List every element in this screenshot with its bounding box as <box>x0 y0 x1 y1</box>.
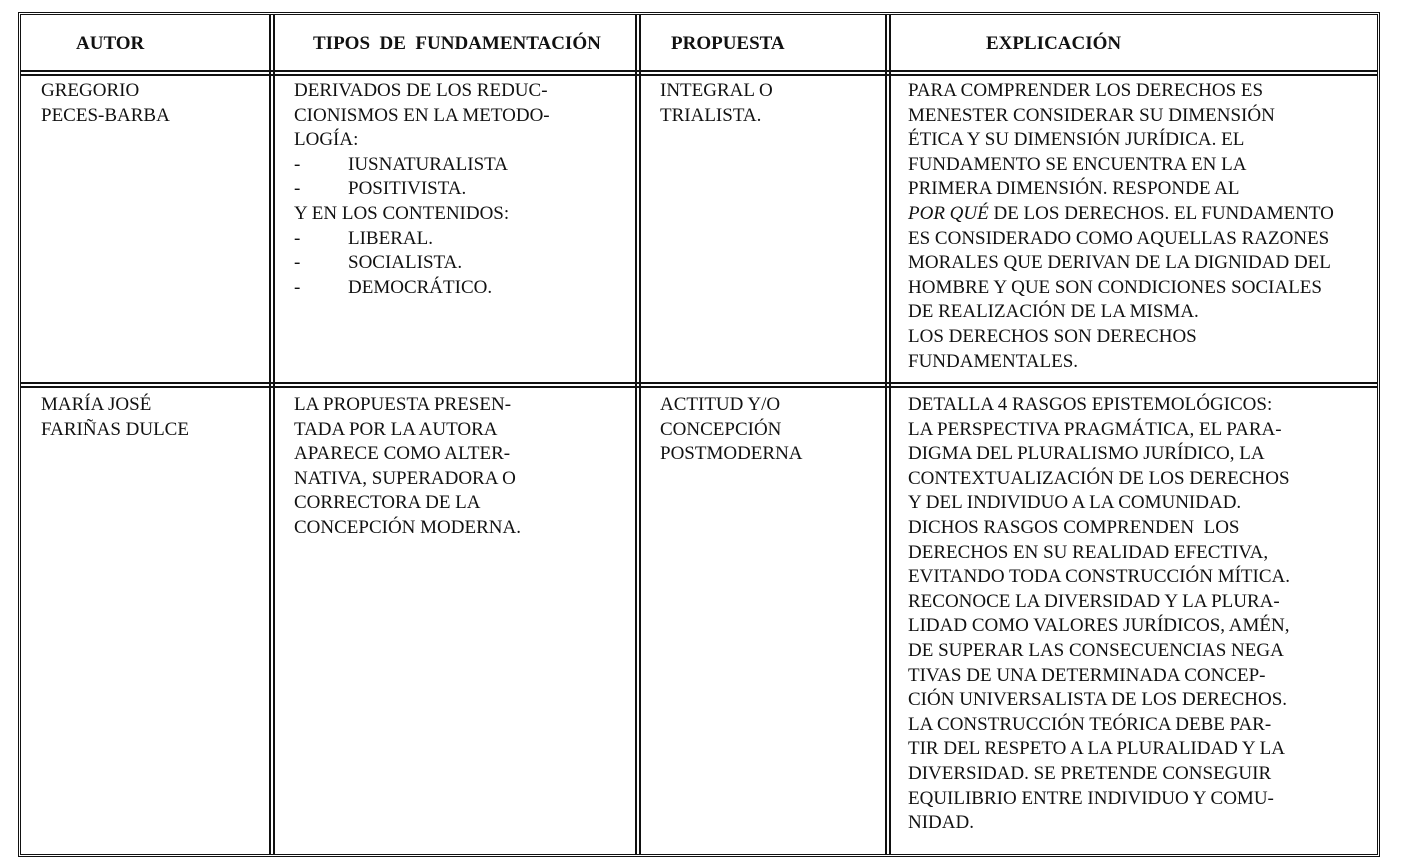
explicacion-text-line: DIVERSIDAD. SE PRETENDE CONSEGUIR <box>908 762 1272 784</box>
header-autor: AUTOR <box>76 33 145 54</box>
explicacion-text-line: DERECHOS EN SU REALIDAD EFECTIVA, <box>908 541 1269 563</box>
explicacion-text-line: DE SUPERAR LAS CONSECUENCIAS NEGA <box>908 639 1284 661</box>
tipos-text-line: LA PROPUESTA PRESEN- <box>294 394 512 415</box>
row2-explicacion-cell <box>908 393 1290 836</box>
explicacion-text-line: CONTEXTUALIZACIÓN DE LOS DERECHOS <box>908 467 1290 489</box>
explicacion-text-line: Y DEL INDIVIDUO A LA COMUNIDAD. <box>908 492 1242 514</box>
explicacion-text-line: EVITANDO TODA CONSTRUCCIÓN MÍTICA. <box>908 566 1291 588</box>
explicacion-text-line: FUNDAMENTO SE ENCUENTRA EN LA <box>908 153 1247 175</box>
list-item <box>294 177 550 202</box>
header-tipos-fundamentacion: TIPOS DE FUNDAMENTACIÓN <box>313 33 601 54</box>
explicacion-text-line: HOMBRE Y QUE SON CONDICIONES SOCIALES <box>908 276 1322 298</box>
propuesta-text-line: INTEGRAL O <box>660 80 773 101</box>
header-propuesta: PROPUESTA <box>671 33 785 54</box>
italic-phrase: POR QUÉ <box>908 202 989 224</box>
bullet-dash: - <box>294 227 301 249</box>
explicacion-text-line: ES CONSIDERADO COMO AQUELLAS RAZONES <box>908 227 1330 249</box>
bullet-dash: - <box>294 276 301 298</box>
explicacion-text-line: DE REALIZACIÓN DE LA MISMA. <box>908 301 1199 323</box>
list-item-text: IUSNATURALISTA <box>348 153 508 175</box>
explicacion-text-rest: DE LOS DERECHOS. EL FUNDAMENTO <box>988 202 1334 224</box>
explicacion-text-line: LA CONSTRUCCIÓN TEÓRICA DEBE PAR- <box>908 713 1272 735</box>
row1-explicacion-cell <box>908 79 1334 374</box>
explicacion-text-line: TIR DEL RESPETO A LA PLURALIDAD Y LA <box>908 738 1286 760</box>
explicacion-text-line: LIDAD COMO VALORES JURÍDICOS, AMÉN, <box>908 615 1290 637</box>
explicacion-text-line: DETALLA 4 RASGOS EPISTEMOLÓGICOS: <box>908 394 1273 415</box>
list-item <box>294 276 550 301</box>
list-item-text: LIBERAL. <box>348 227 433 249</box>
list-item <box>294 251 550 276</box>
explicacion-text-line: NIDAD. <box>908 812 974 834</box>
tipos-text-line: CIONISMOS EN LA METODO- <box>294 104 550 126</box>
explicacion-text-line: PRIMERA DIMENSIÓN. RESPONDE AL <box>908 178 1240 200</box>
explicacion-text-line: ÉTICA Y SU DIMENSIÓN JURÍDICA. EL <box>908 129 1245 151</box>
row2-propuesta-cell <box>660 393 803 467</box>
tipos-text-line: APARECE COMO ALTER- <box>294 443 511 465</box>
propuesta-text-line: POSTMODERNA <box>660 443 803 465</box>
propuesta-text-line: ACTITUD Y/O <box>660 394 781 415</box>
explicacion-text-line: MORALES QUE DERIVAN DE LA DIGNIDAD DEL <box>908 252 1331 274</box>
author-name-line: PECES-BARBA <box>41 104 170 126</box>
explicacion-text-line: DICHOS RASGOS COMPRENDEN LOS <box>908 516 1240 538</box>
list-item-text: DEMOCRÁTICO. <box>348 276 493 298</box>
row1-propuesta-cell <box>660 79 773 128</box>
list-item-text: POSITIVISTA. <box>348 178 467 200</box>
column-divider <box>269 15 275 854</box>
explicacion-text-line: EQUILIBRIO ENTRE INDIVIDUO Y COMU- <box>908 787 1274 809</box>
row2-autor-cell <box>41 393 189 442</box>
tipos-text-line: NATIVA, SUPERADORA O <box>294 467 516 489</box>
propuesta-text-line: TRIALISTA. <box>660 104 762 126</box>
bullet-dash: - <box>294 252 301 274</box>
row1-autor-cell <box>41 79 170 128</box>
list-item <box>294 227 550 252</box>
explicacion-text-line: CIÓN UNIVERSALISTA DE LOS DERECHOS. <box>908 689 1288 711</box>
author-name-line: GREGORIO <box>41 80 140 101</box>
list-item-text: SOCIALISTA. <box>348 252 463 274</box>
explicacion-text-line <box>908 202 1334 227</box>
author-name-line: MARÍA JOSÉ <box>41 394 152 415</box>
row-divider <box>21 382 1377 388</box>
column-divider <box>635 15 641 854</box>
explicacion-text-line: PARA COMPRENDER LOS DERECHOS ES <box>908 80 1264 101</box>
author-name-line: FARIÑAS DULCE <box>41 418 189 440</box>
row-divider <box>21 70 1377 76</box>
tipos-text-line: TADA POR LA AUTORA <box>294 418 498 440</box>
propuesta-text-line: CONCEPCIÓN <box>660 418 782 440</box>
header-explicacion: EXPLICACIÓN <box>986 33 1122 54</box>
explicacion-text-line: LOS DERECHOS SON DERECHOS <box>908 325 1197 347</box>
list-item <box>294 153 550 178</box>
tipos-text-line: CONCEPCIÓN MODERNA. <box>294 516 521 538</box>
explicacion-text-line: DIGMA DEL PLURALISMO JURÍDICO, LA <box>908 443 1265 465</box>
explicacion-text-line: TIVAS DE UNA DETERMINADA CONCEP- <box>908 664 1266 686</box>
row1-tipos-cell <box>294 79 550 300</box>
explicacion-text-line: RECONOCE LA DIVERSIDAD Y LA PLURA- <box>908 590 1280 612</box>
tipos-text-line: CORRECTORA DE LA <box>294 492 481 514</box>
column-divider <box>885 15 891 854</box>
explicacion-text-line: MENESTER CONSIDERAR SU DIMENSIÓN <box>908 104 1275 126</box>
bullet-dash: - <box>294 178 301 200</box>
tipos-text-line: LOGÍA: <box>294 129 359 151</box>
explicacion-text-line: LA PERSPECTIVA PRAGMÁTICA, EL PARA- <box>908 418 1282 440</box>
tipos-text-line: DERIVADOS DE LOS REDUC- <box>294 80 548 101</box>
tipos-text-line: Y EN LOS CONTENIDOS: <box>294 202 510 224</box>
bullet-dash: - <box>294 153 301 175</box>
comparison-table <box>18 12 1380 857</box>
explicacion-text-line: FUNDAMENTALES. <box>908 350 1079 372</box>
row2-tipos-cell <box>294 393 521 541</box>
